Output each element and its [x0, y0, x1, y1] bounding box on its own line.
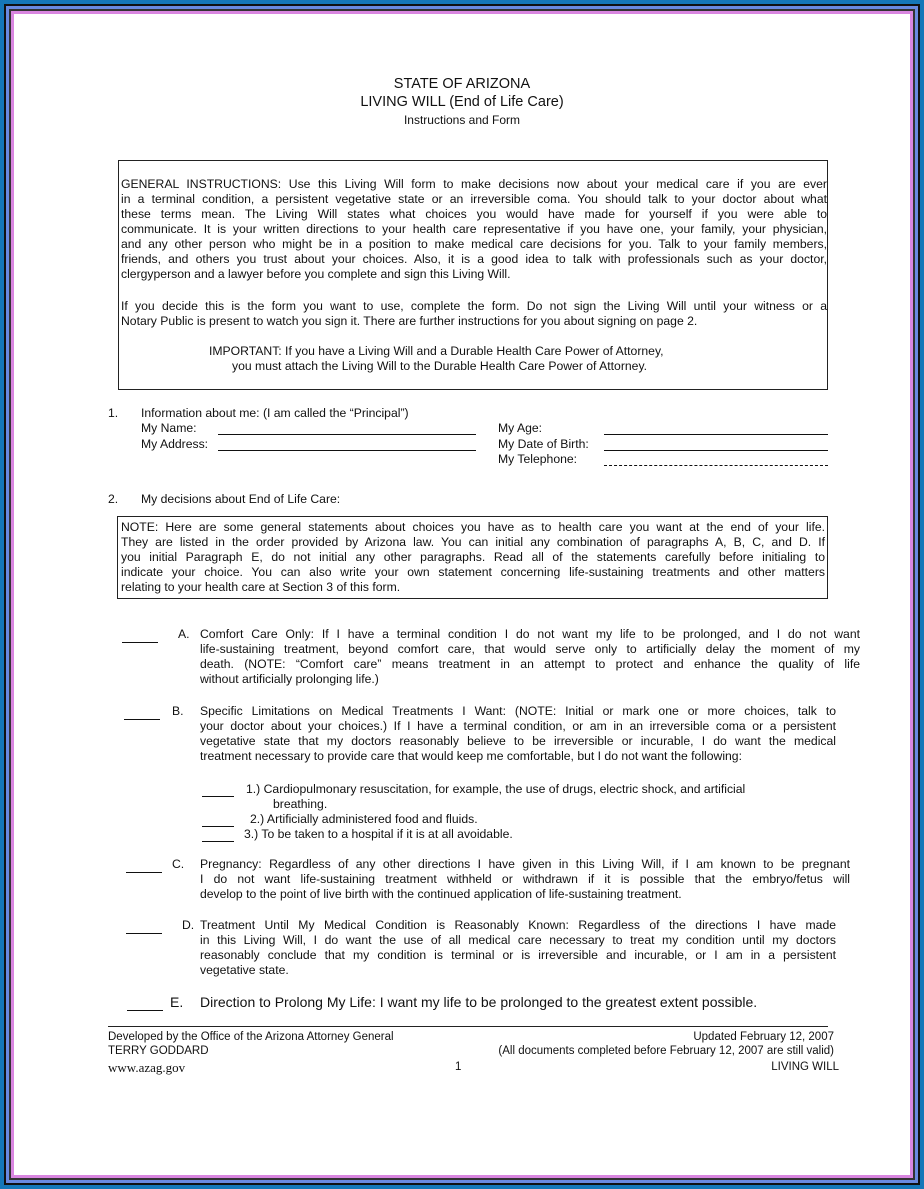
document-title: LIVING WILL (End of Life Care) — [360, 94, 564, 110]
text-line: in a terminal condition, a persistent vegetative state or an irreversible coma. You should talk to your doctor about what — [121, 192, 827, 206]
sub-option-text: 1.) Cardiopulmonary resuscitation, for example, the use of drugs, electric shock, and artificial — [246, 782, 746, 796]
text-line: Notary Public is present to watch you sign it. There are further instructions for you about signing on page 2. — [121, 314, 698, 328]
option-text: reasonably conclude that my condition is terminal or is irreversible and incurable, or I am in a persistent — [200, 948, 836, 962]
initial-blank-b[interactable] — [124, 706, 160, 720]
text-line: GENERAL INSTRUCTIONS: Use this Living Will form to make decisions now about your medical care if you are ever — [121, 177, 827, 191]
option-text: I do not want life-sustaining treatment withheld or withdrawn if it is possible that the embryo/fetus will — [200, 872, 850, 886]
text-line: If you decide this is the form you want to use, complete the form. Do not sign the Living Will until your witness or a — [121, 299, 827, 313]
section-heading: Information about me: (I am called the “Principal”) — [141, 406, 409, 420]
dob-label: My Date of Birth: — [498, 437, 589, 451]
initial-blank-a[interactable] — [122, 629, 158, 643]
section-number: 1. — [108, 406, 119, 420]
option-text: Direction to Prolong My Life: I want my life to be prolonged to the greatest extent possible. — [200, 994, 758, 1010]
address-label: My Address: — [141, 437, 209, 451]
footer-divider — [108, 1026, 828, 1027]
option-text: death. (NOTE: “Comfort care” means treatment in an attempt to protect and enhance the quality of life — [200, 657, 860, 671]
option-text: develop to the point of live birth with the continued application of life-sustaining treatment. — [200, 887, 682, 901]
initial-blank-e[interactable] — [127, 997, 163, 1011]
sub-initial-blank[interactable] — [202, 814, 234, 827]
text-line: clergyperson and a lawyer before you complete and sign this Living Will. — [121, 267, 511, 281]
sub-option-text: 3.) To be taken to a hospital if it is at all avoidable. — [244, 827, 513, 841]
age-label: My Age: — [498, 421, 543, 435]
option-text: Pregnancy: Regardless of any other directions I have given in this Living Will, if I am known to be pregnant — [200, 857, 850, 871]
sub-initial-blank[interactable] — [202, 784, 234, 797]
section-number: 2. — [108, 492, 119, 506]
address-field[interactable] — [218, 436, 476, 451]
option-text: treatment necessary to provide care that would keep me comfortable, but I do not want the following: — [200, 749, 742, 763]
telephone-field[interactable] — [604, 451, 828, 466]
option-text: in this Living Will, I do want the use of all medical care necessary to treat my condition until my doctors — [200, 933, 836, 947]
footer-ag-name: TERRY GODDARD — [108, 1045, 209, 1057]
name-field[interactable] — [218, 420, 476, 435]
text-line: They are listed in the order provided by Arizona law. You can initial any combination of paragraphs A, B, C, and D. If — [121, 535, 825, 549]
option-letter-d: D. — [182, 918, 195, 932]
sub-option-text: breathing. — [273, 797, 328, 811]
state-title: STATE OF ARIZONA — [393, 76, 531, 92]
footer-updated: Updated February 12, 2007 — [693, 1031, 834, 1043]
age-field[interactable] — [604, 420, 828, 435]
option-letter-a: A. — [178, 627, 190, 641]
footer-website[interactable]: www.azag.gov — [108, 1060, 186, 1075]
option-letter-e: E. — [170, 994, 184, 1010]
option-letter-c: C. — [172, 857, 185, 871]
name-label: My Name: — [141, 421, 197, 435]
footer-developed: Developed by the Office of the Arizona Attorney General — [108, 1031, 394, 1043]
footer-valid-note: (All documents completed before February 12, 2007 are still valid) — [498, 1045, 834, 1057]
option-text: Comfort Care Only: If I have a terminal condition I do not want my life to be prolonged, and I do not want — [200, 627, 860, 641]
text-line: relating to your health care at Section 3 of this form. — [121, 580, 401, 594]
page-number: 1 — [455, 1061, 462, 1073]
option-text: without artificially prolonging life.) — [200, 672, 379, 686]
text-line: you initial Paragraph E, do not initial any other paragraphs. Read all of the statements carefully before initialing to — [121, 550, 825, 564]
option-text: your doctor about your choices.) If I have a terminal condition, or am in an irreversible coma or a persistent — [200, 719, 836, 733]
dob-field[interactable] — [604, 436, 828, 451]
text-line: and any other person who might be in a position to make medical care decisions for you. Talk to your family members, — [121, 237, 827, 251]
option-text: life-sustaining treatment, beyond comfort care, that would serve only to artificially delay the moment of my — [200, 642, 860, 656]
option-text: Treatment Until My Medical Condition is Reasonably Known: Regardless of the directions I have made — [200, 918, 836, 932]
initial-blank-c[interactable] — [126, 859, 162, 873]
sub-option-text: 2.) Artificially administered food and fluids. — [250, 812, 478, 826]
important-line: you must attach the Living Will to the Durable Health Care Power of Attorney. — [232, 359, 648, 373]
sub-initial-blank[interactable] — [202, 829, 234, 842]
telephone-label: My Telephone: — [498, 452, 578, 466]
text-line: friends, and others you trust about your choices. Also, it is a good idea to talk with professionals such as your doctor, — [121, 252, 827, 266]
text-line: these terms mean. The Living Will states what choices you would have made for yourself if you were able to — [121, 207, 827, 221]
option-text: Specific Limitations on Medical Treatments I Want: (NOTE: Initial or mark one or more choices, talk to — [200, 704, 836, 718]
text-line: indicate your choice. You can also write your own statement concerning life-sustaining treatments and other matters — [121, 565, 825, 579]
option-text: vegetative state that my doctors reasonably believe to be irreversible or incurable, I do want the medical — [200, 734, 836, 748]
initial-blank-d[interactable] — [126, 920, 162, 934]
option-letter-b: B. — [172, 704, 184, 718]
option-text: vegetative state. — [200, 963, 289, 977]
text-line: communicate. It is your written directions to your health care representative if you have one, your family, your physician, — [121, 222, 827, 236]
important-line: IMPORTANT: If you have a Living Will and a Durable Health Care Power of Attorney, — [209, 344, 664, 358]
section-heading: My decisions about End of Life Care: — [141, 492, 341, 506]
footer-doc-name: LIVING WILL — [771, 1061, 839, 1073]
document-subtitle: Instructions and Form — [403, 113, 521, 127]
text-line: NOTE: Here are some general statements about choices you have as to health care you want at the end of your life. — [121, 520, 825, 534]
